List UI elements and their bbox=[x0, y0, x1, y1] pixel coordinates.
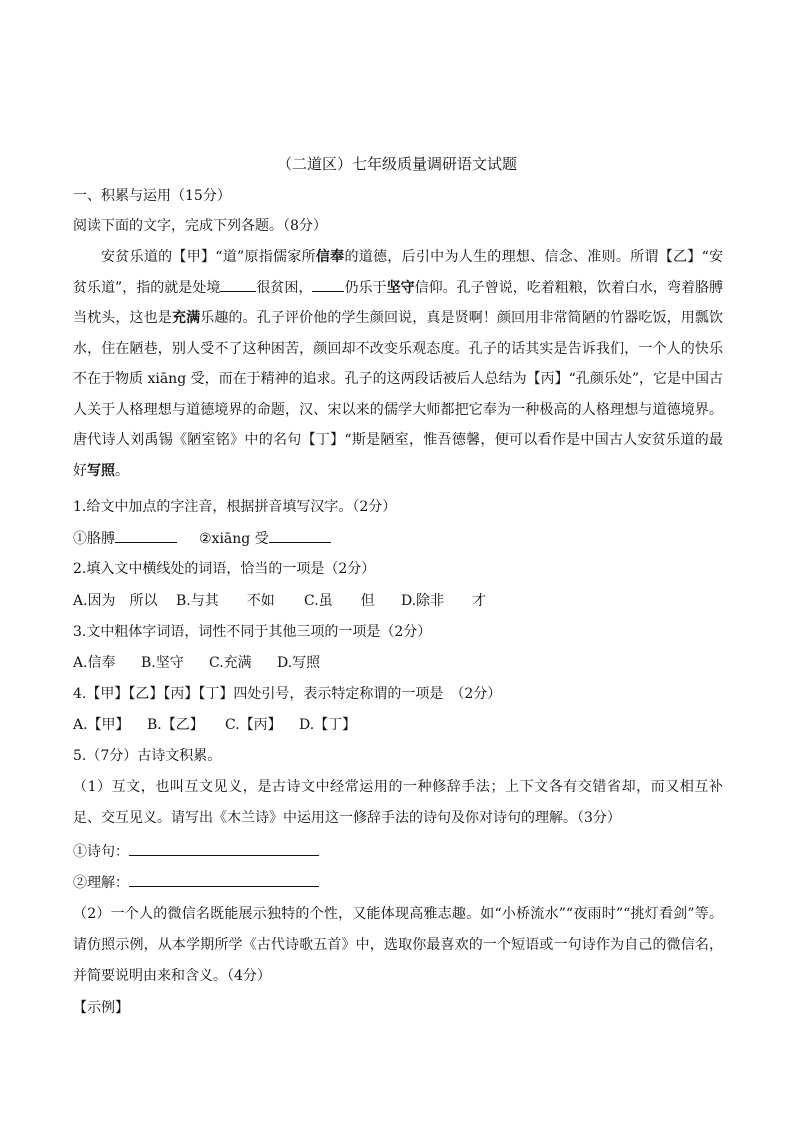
page-title: （二道区）七年级质量调研语文试题 bbox=[276, 155, 517, 173]
option-b[interactable]: B.坚守 bbox=[141, 655, 184, 671]
fill-blank-2[interactable] bbox=[312, 277, 344, 292]
fill-blank-1[interactable] bbox=[220, 277, 256, 292]
option-c[interactable]: C.【丙】 bbox=[225, 717, 282, 733]
reading-passage: 安贫乐道的【甲】“道”原指儒家所信奉的道德，后引中为人生的理想、信念、准则。所谓【乙】“安贫乐道”，指的就是处境 很贫困， 仍乐于坚守信仰。孔子曾说，吃着粗粮，饮着白水，弯着胳膊当枕头，这也是充满乐趣的。孔子评价他的学生颜回说，真是贤啊！颜回用非常简陋的竹器吃饭，用瓢饮水，住在陋巷，别人受不了这种困苦，颜回却不改变乐观态度。孔子的话其实是告诉我们，一个人的快乐不在于物质 xiāng 受，而在于精神的追求。孔子的这两段话被后人总结为【丙】“孔颜乐处”，它是中国古人关于人格理想与道德境界的命题，汉、宋以来的儒学大师都把它奉为一种极高的人格理想与道德境界。唐代诗人刘禹锡《陋室铭》中的名句【丁】“斯是陋室，惟吾德馨，便可以看作是中国古人安贫乐道的最好写照。 bbox=[73, 249, 724, 479]
question-1-stem: 1.给文中加点的字注音，根据拼音填写汉字。（2分） bbox=[73, 499, 397, 515]
question-3-options bbox=[73, 653, 320, 673]
question-2-stem: 2.填入文中横线处的词语，恰当的一项是（2分） bbox=[73, 561, 376, 577]
poem-answer-row: ①诗句： bbox=[73, 841, 319, 862]
option-a[interactable]: A.【甲】 bbox=[73, 717, 130, 733]
understanding-answer-row: ②理解： bbox=[73, 872, 319, 893]
bold-word-xiezhao: 写照 bbox=[87, 462, 115, 479]
reading-instruction: 阅读下面的文字，完成下列各题。（8分） bbox=[73, 218, 327, 234]
option-c[interactable]: C.虽 但 bbox=[304, 593, 375, 609]
question-4-stem: 4.【甲】【乙】【丙】【丁】四处引号，表示特定称谓的一项是 （2分） bbox=[73, 686, 502, 702]
question-5-part-2: （2）一个人的微信名既能展示独特的个性，又能体现高雅志趣。如“小桥流水”“夜雨时”“挑灯看剑”等。请仿照示例，从本学期所学《古代诗歌五首》中，选取你最喜欢的一个短语或一句诗作为自己的微信名，并简要说明由来和含义。（4分） bbox=[73, 906, 723, 984]
bold-word-chongman: 充满 bbox=[171, 310, 201, 326]
understanding-answer-line[interactable] bbox=[129, 872, 319, 887]
bold-word-xinfeng: 信奉 bbox=[315, 249, 345, 265]
question-2-options bbox=[73, 591, 486, 611]
option-c[interactable]: C.充满 bbox=[209, 655, 252, 671]
example-label: 【示例】 bbox=[73, 1000, 129, 1016]
question-1-answers: ①胳膊 ②xiāng 受 bbox=[73, 528, 331, 549]
option-d[interactable]: D.除非 才 bbox=[401, 593, 487, 609]
answer-blank-gebo[interactable] bbox=[115, 528, 177, 543]
option-b[interactable]: B.【乙】 bbox=[147, 717, 204, 733]
question-5-stem: 5.（7分）古诗文积累。 bbox=[73, 748, 222, 764]
option-a[interactable]: A.信奉 bbox=[73, 655, 116, 671]
option-b[interactable]: B.与其 不如 bbox=[176, 593, 275, 609]
option-a[interactable]: A.因为 所以 bbox=[73, 593, 158, 609]
option-d[interactable]: D.【丁】 bbox=[299, 717, 357, 733]
section-heading: 一、积累与运用（15分） bbox=[73, 188, 231, 204]
question-3-stem: 3.文中粗体字词语，词性不同于其他三项的一项是（2分） bbox=[73, 624, 432, 640]
option-d[interactable]: D.写照 bbox=[277, 655, 321, 671]
answer-blank-xiangshou[interactable] bbox=[269, 528, 331, 543]
question-5-part-1: （1）互文，也叫互文见义，是古诗文中经常运用的一种修辞手法；上下文各有交错省却，而又相互补足、交互见义。请写出《木兰诗》中运用这一修辞手法的诗句及你对诗句的理解。（3分） bbox=[73, 779, 723, 826]
question-4-options bbox=[73, 715, 356, 735]
poem-answer-line[interactable] bbox=[129, 841, 319, 856]
bold-word-jianshou: 坚守 bbox=[386, 279, 415, 296]
